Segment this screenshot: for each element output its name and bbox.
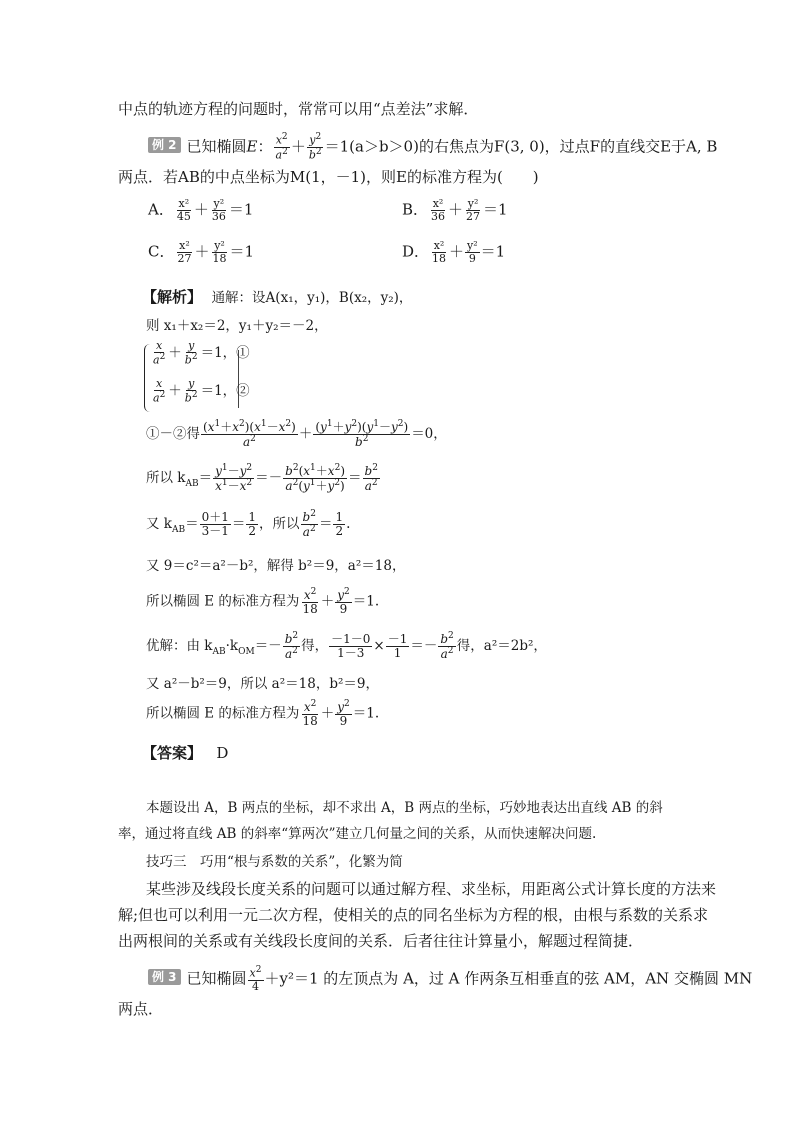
comment-line1: 本题设出 A，B 两点的坐标，却不求出 A，B 两点的坐标，巧妙地表达出直线 AB 的斜 xyxy=(146,800,663,816)
example2-q-part1: 已知椭圆 xyxy=(186,137,247,156)
example2-q-part2: ＝1(a＞b＞0)的右焦点为F(3, 0)，过点F的直线交E于A, B xyxy=(324,137,718,156)
option-c: C． $\frac{\text{x²}}{27}$ ＋ $\frac{\text{y²}}{18}$ ＝1 xyxy=(148,239,255,266)
technique3-p1: 某些涉及线段长度关系的问题可以通过解方程、求坐标，用距离公式计算长度的方法来 xyxy=(146,880,717,898)
better-solution-line2: 又 a²－b²＝9，所以 a²＝18，b²＝9， xyxy=(146,676,379,692)
technique3-p3: 出两根间的关系或有关线段长度间的关系．后者往往计算量小，解题过程简捷． xyxy=(118,932,644,950)
answer-line xyxy=(142,742,228,763)
option-d: D． $\frac{\text{x²}}{18}$ ＋ $\frac{\text{y²}}{9}$ ＝1 xyxy=(402,239,506,266)
solve-line: 又 9＝c²＝a²－b²，解得 b²＝9，a²＝18， xyxy=(146,558,406,574)
analysis-line1-text: 通解：设A(x₁，y₁)，B(x₂，y₂)， xyxy=(211,290,413,306)
kab-line: 所以 $k_{AB}=$ $\frac{y^1-y^2}{x^1-x^2}$ ＝－ $\frac{b^2(x^1+x^2)}{a^2(y^1+y^2)}$ ＝ $\frac{b^2}{a^2}$ xyxy=(146,463,378,494)
answer-label: 【答案】 xyxy=(142,744,203,762)
analysis-line xyxy=(142,286,412,307)
technique3-p2: 解;但也可以利用一元二次方程，使相关的点的同名坐标为方程的根，由根与系数的关系求 xyxy=(118,906,709,924)
example2-question: 例 2 已知椭圆E： $\frac{x^2}{a^2}$ ＋ $\frac{y^2}{b^2}$ ＝1(a＞b＞0)的右焦点为F(3, 0)，过点F的直线交E于A, B xyxy=(148,133,717,162)
subtract-line: ①－②得 $\frac{(x^1+x^2)(x^1-x^2)}{a^2}$ ＋ $\frac{(y^1+y^2)(y^1-y^2)}{b^2}$ ＝0， xyxy=(146,419,447,450)
system-eq1: $\frac{x}{a^2}$ ＋ $\frac{y}{b^2}$ ＝1，① xyxy=(153,339,250,367)
analysis-line2: 则 x₁＋x₂＝2，y₁＋y₂＝－2， xyxy=(146,318,328,334)
example2-question-line2: 两点．若AB的中点坐标为M(1，－1)，则E的标准方程为( ) xyxy=(118,168,539,186)
result-line-1: 所以椭圆 E 的标准方程为 $\frac{x^2}{18}$ ＋ $\frac{y^2}{9}$ ＝1. xyxy=(146,587,380,617)
example3-badge: 例 3 xyxy=(148,969,181,985)
example2-badge: 例 2 xyxy=(148,137,181,153)
slope-value-line: 又 $k_{AB}=$ $\frac{0+1}{3-1}$ ＝ $\frac{1}{2}$ ，所以 $\frac{b^2}{a^2}$ ＝ $\frac{1}{2}$ . xyxy=(146,509,351,540)
option-b: B． $\frac{\text{x²}}{36}$ ＋ $\frac{\text{y²}}{27}$ ＝1 xyxy=(402,197,508,224)
example3-question: 例 3 已知椭圆 $\frac{x^2}{4}$ ＋y²＝1 的左顶点为 A，过 A 作两条互相垂直的弦 AM，AN 交椭圆 MN xyxy=(148,966,752,993)
frac-x2-a2: $\frac{x^2}{a^2}$ xyxy=(275,132,288,162)
system-eq2: $\frac{x}{a^2}$ ＋ $\frac{y}{b^2}$ ＝1，② xyxy=(153,377,250,405)
frac-y2-b2: $\frac{y^2}{b^2}$ xyxy=(308,132,322,162)
comment-line2: 率，通过将直线 AB 的斜率“算两次”建立几何量之间的关系，从而快速解决问题. xyxy=(118,826,597,842)
option-a: A． $\frac{\text{x²}}{45}$ ＋ $\frac{\text{y²}}{36}$ ＝1 xyxy=(148,197,254,224)
example3-question-line2: 两点． xyxy=(118,1000,164,1018)
technique3-title: 技巧三 巧用“根与系数的关系”，化繁为简 xyxy=(146,854,403,870)
intro-line: 中点的轨迹方程的问题时，常常可以用“点差法”求解． xyxy=(118,100,479,118)
answer-value: D xyxy=(216,744,229,762)
better-solution-line: 优解：由 $k_{AB}\cdot k_{OM}=-$ $\frac{b^2}{a^2}$ 得， $\frac{-1-0}{1-3}$ × $\frac{-1}{1}$ ＝－ $\frac{b^2}{a^2}$ 得，a²＝2b²， xyxy=(146,631,547,662)
analysis-label: 【解析】 xyxy=(142,288,203,306)
result-line-2: 所以椭圆 E 的标准方程为 $\frac{x^2}{18}$ ＋ $\frac{y^2}{9}$ ＝1. xyxy=(146,699,380,729)
